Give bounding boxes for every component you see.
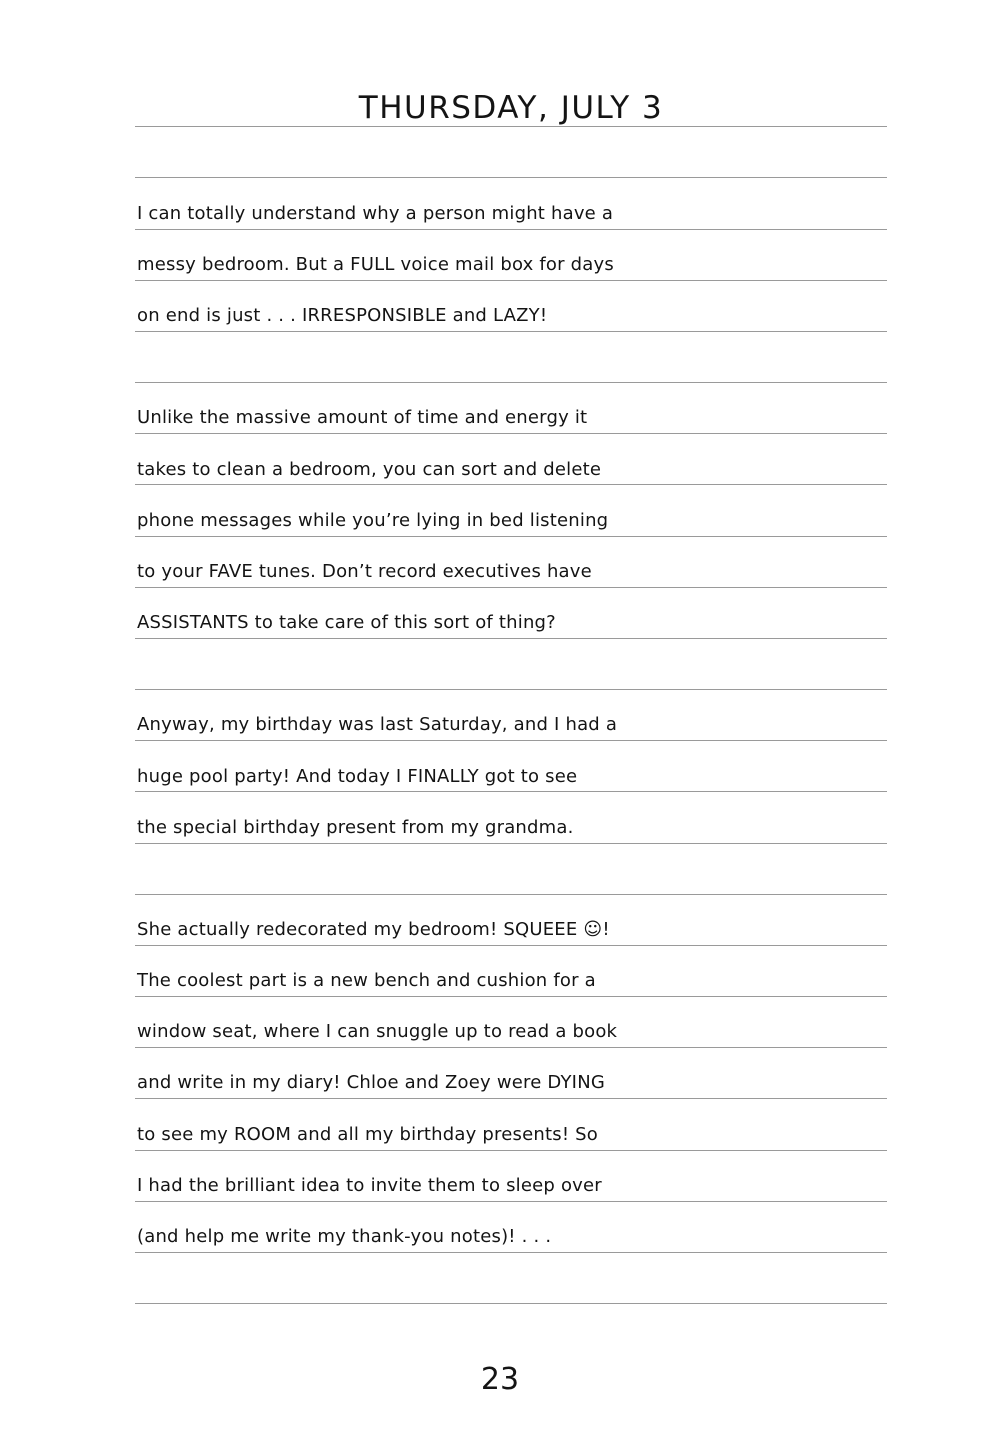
text-line: ASSISTANTS to take care of this sort of thing? [137, 612, 556, 633]
ruled-line [135, 689, 887, 690]
text-line: (and help me write my thank-you notes)! . . . [137, 1226, 552, 1247]
text-line: to see my ROOM and all my birthday presents! So [137, 1124, 598, 1145]
text-line: and write in my diary! Chloe and Zoey were DYING [137, 1072, 606, 1093]
text-line: Anyway, my birthday was last Saturday, and I had a [137, 714, 618, 735]
ruled-line [135, 177, 887, 178]
ruled-line [135, 894, 887, 895]
page-number: 23 [480, 1362, 520, 1397]
text-line: takes to clean a bedroom, you can sort and delete [137, 459, 602, 480]
text-line: the special birthday present from my grandma. [137, 817, 574, 838]
text-line: I can totally understand why a person might have a [137, 203, 614, 224]
text-line: Unlike the massive amount of time and energy it [137, 407, 588, 428]
ruled-line [135, 1303, 887, 1304]
text-line: to your FAVE tunes. Don’t record executives have [137, 561, 592, 582]
text-line: messy bedroom. But a FULL voice mail box for days [137, 254, 614, 275]
text-line: window seat, where I can snuggle up to read a book [137, 1021, 618, 1042]
text-line: huge pool party! And today I FINALLY got to see [137, 766, 578, 787]
text-line: I had the brilliant idea to invite them to sleep over [137, 1175, 602, 1196]
text-line: phone messages while you’re lying in bed listening [137, 510, 609, 531]
text-line: The coolest part is a new bench and cushion for a [137, 970, 596, 991]
ruled-line [135, 382, 887, 383]
text-line: She actually redecorated my bedroom! SQUEEE ☺! [137, 919, 610, 940]
text-line: on end is just . . . IRRESPONSIBLE and LAZY! [137, 305, 548, 326]
entry-title: THURSDAY, JULY 3 [358, 90, 664, 126]
